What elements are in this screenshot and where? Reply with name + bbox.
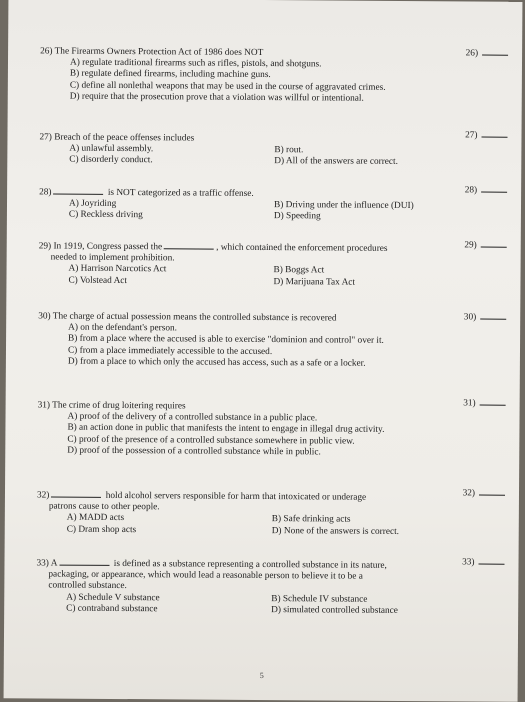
option-b: B) rout. [274,145,304,156]
question-number: 29) [38,241,52,252]
option-c: C) define all nonlethal weapons that may be used in the course of aggravated crimes. [69,80,386,93]
question-number: 31) [37,400,51,411]
option-d: D) simulated controlled substance [271,604,398,616]
option-a: A) unlawful assembly. [69,143,154,155]
question-stem-start: A [50,558,58,569]
question-stem-continued: patrons cause to other people. [48,501,160,513]
question-number: 27) [39,132,52,143]
question-26 [40,46,470,105]
option-d: D) None of the answers is correct. [271,525,400,537]
option-b: B) Safe drinking acts [271,514,351,526]
question-number: 32) [36,490,50,501]
question-stem-start: In 1919, Congress passed the [53,241,163,253]
answer-blank-31[interactable]: 31) [463,397,505,408]
option-d: D) proof of the possession of a controlled substance while in public. [67,445,321,458]
answer-blank-32[interactable]: 32) [463,487,505,498]
option-a: A) proof of the delivery of a controlled substance in a public place. [67,411,318,424]
option-b: B) Driving under the influence (DUI) [273,200,414,212]
option-d: D) All of the answers are correct. [274,156,399,168]
option-b: B) Boggs Act [273,265,325,276]
option-c: C) Reckless driving [68,210,143,221]
fill-blank[interactable] [59,557,109,566]
question-number: 26) [40,46,53,57]
option-a: A) Harrison Narcotics Act [68,264,167,275]
option-b: B) an action done in public that manifests the intent to engage in illegal drug activity. [67,423,385,436]
question-stem: Breach of the peace offenses includes [54,132,195,144]
question-stem-end: , which contained the enforcement procedures [216,242,388,254]
question-number: 33) [36,558,49,569]
question-27 [39,132,469,169]
question-30 [38,311,468,370]
option-c: C) proof of the presence of a controlled substance somewhere in public view. [67,434,355,447]
answer-blank-26[interactable]: 26) [466,47,508,58]
question-stem: The crime of drug loitering requires [52,400,186,412]
question-32 [37,488,467,538]
option-c: C) Volstead Act [68,275,128,286]
question-stem-continued: packaging, or appearance, which would lead a reasonable person to believe it to be a [48,569,363,582]
option-a: A) MADD acts [66,513,125,524]
answer-blank-30[interactable]: 30) [464,311,506,322]
fill-blank[interactable] [51,489,101,498]
exam-page [4,0,523,702]
question-stem: The Firearms Owners Protection Act of 1986 does NOT [54,46,264,58]
question-stem: hold alcohol servers responsible for harm that intoxicated or underage [105,490,367,503]
page-number: 5 [259,670,264,681]
option-a: A) regulate traditional firearms such as rifles, pistols, and shotguns. [69,57,322,70]
question-31 [37,400,467,459]
option-d: D) Marijuana Tax Act [273,276,356,288]
answer-blank-33[interactable]: 33) [462,556,504,567]
fill-blank[interactable] [53,186,103,195]
answer-blank-29[interactable]: 29) [464,239,506,250]
option-a: A) Joyriding [68,198,117,210]
question-stem-continued-2: controlled substance. [48,580,127,592]
option-c: C) disorderly conduct. [69,155,153,166]
option-c: C) from a place immediately accessible to the accused. [67,345,273,357]
question-stem-end: is defined as a substance representing a controlled substance in its nature, [113,558,387,571]
question-stem: is NOT categorized as a traffic offense. [107,187,254,199]
option-c: C) contraband substance [66,603,158,615]
question-number: 28) [39,187,52,198]
option-b: B) regulate defined firearms, including machine guns. [69,69,271,81]
question-29 [38,239,468,289]
question-28 [39,185,469,224]
question-stem-continued: needed to implement prohibition. [50,252,175,264]
fill-blank[interactable] [164,240,214,249]
option-c: C) Dram shop acts [66,524,137,535]
option-d: D) Speeding [273,211,321,222]
option-d: D) from a place to which only the accused has access, such as a safe or a locker. [67,356,366,369]
option-a: A) Schedule V substance [66,592,160,603]
option-b: B) Schedule IV substance [271,593,368,605]
option-b: B) from a place where the accused is able to exercise "dominion and control" over it. [68,334,384,347]
question-33 [36,556,466,617]
answer-blank-28[interactable]: 28) [465,184,507,195]
option-a: A) on the defendant's person. [68,322,178,334]
answer-blank-27[interactable]: 27) [465,129,507,140]
question-number: 30) [38,311,51,322]
option-d: D) require that the prosecution prove that a violation was willful or intentional. [69,91,364,104]
question-stem: The charge of actual possession means the controlled substance is recovered [52,311,337,324]
